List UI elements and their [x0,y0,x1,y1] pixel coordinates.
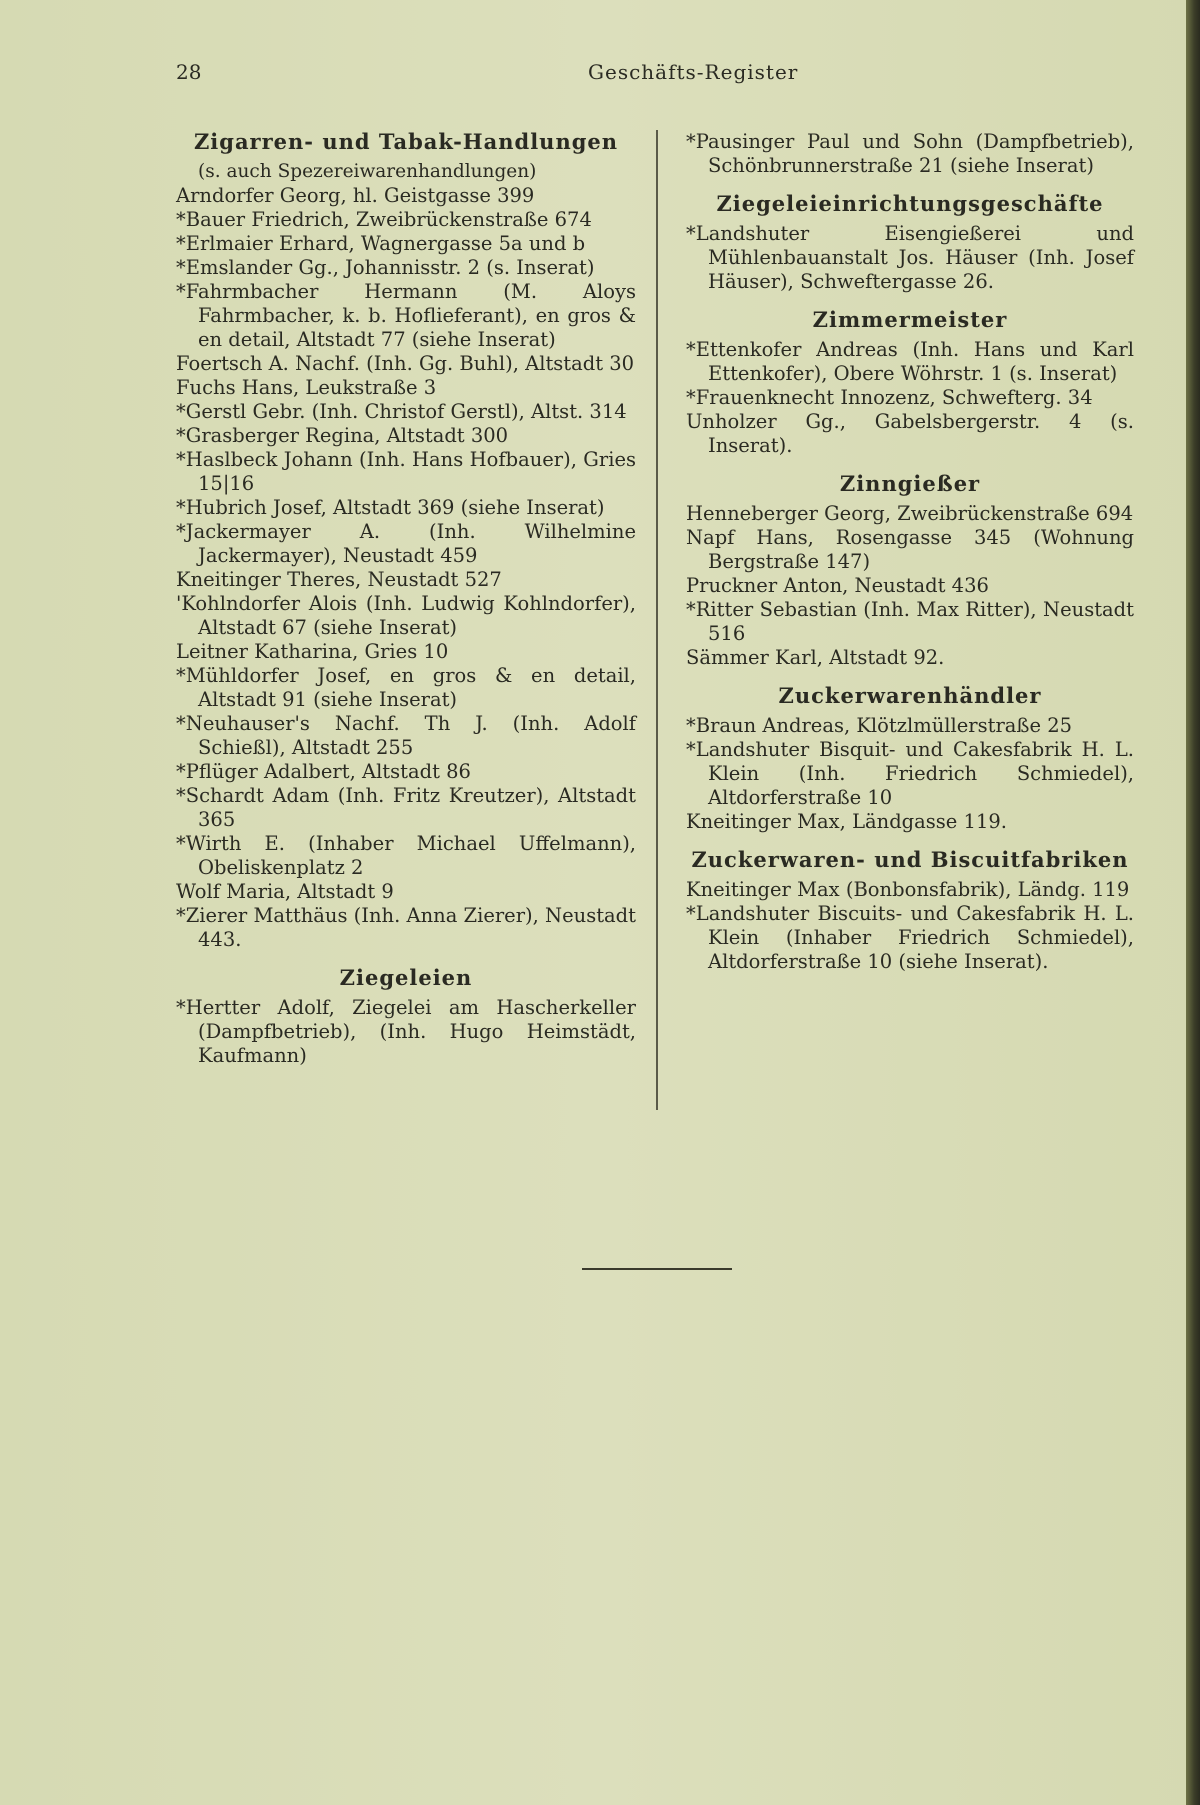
section-zigarren [176,130,636,952]
list-item: *Hubrich Josef, Altstadt 369 (siehe Inserat) [176,496,605,519]
list-item: *Bauer Friedrich, Zweibrückenstraße 674 [176,208,592,231]
section-note: (s. auch Spezereiwarenhandlungen) [198,161,537,182]
list-item: *Mühldorfer Josef, en gros & en detail, Altstadt 91 (siehe Inserat) [176,664,636,711]
list-item: *Gerstl Gebr. (Inh. Christof Gerstl), Altst. 314 [176,400,627,423]
page-header [176,60,1096,90]
list-item: Fuchs Hans, Leukstraße 3 [176,376,437,399]
section-title: Zuckerwarenhändler [778,683,1042,708]
left-column [176,130,636,1068]
list-item: Kneitinger Max (Bonbonsfabrik), Ländg. 119 [686,878,1130,901]
list-item: *Landshuter Eisengießerei und Mühlenbauanstalt Jos. Häuser (Inh. Josef Häuser), Schweftergasse 26. [686,222,1134,293]
list-item: Kneitinger Max, Ländgasse 119. [686,810,1007,833]
list-item: Henneberger Georg, Zweibrückenstraße 694 [686,502,1134,525]
section-ziegeleieinrichtung [686,192,1134,294]
list-item: *Landshuter Bisquit- und Cakesfabrik H. L. Klein (Inh. Friedrich Schmiedel), Altdorferstraße 10 [686,738,1134,809]
section-title: Ziegeleieinrichtungsgeschäfte [716,191,1104,216]
page-number: 28 [176,60,202,84]
list-item: *Ritter Sebastian (Inh. Max Ritter), Neustadt 516 [686,598,1134,645]
list-item: Sämmer Karl, Altstadt 92. [686,646,945,669]
list-item: Kneitinger Theres, Neustadt 527 [176,568,502,591]
section-title: Zinngießer [839,471,981,496]
section-title: Zigarren- und Tabak-Handlungen [193,129,619,154]
list-item: *Zierer Matthäus (Inh. Anna Zierer), Neustadt 443. [176,904,636,951]
section-ziegeleien [176,966,636,1068]
list-item: *Haslbeck Johann (Inh. Hans Hofbauer), Gries 15|16 [176,448,636,495]
list-item: *Pausinger Paul und Sohn (Dampfbetrieb), Schönbrunnerstraße 21 (siehe Inserat) [686,130,1134,177]
column-divider [656,130,658,1110]
list-item: 'Kohlndorfer Alois (Inh. Ludwig Kohlndorfer), Altstadt 67 (siehe Inserat) [176,592,636,639]
list-item: Leitner Katharina, Gries 10 [176,640,449,663]
list-item: Arndorfer Georg, hl. Geistgasse 399 [176,184,535,207]
section-zinngiesser [686,472,1134,670]
list-item: *Fahrmbacher Hermann (M. Aloys Fahrmbacher, k. b. Hoflieferant), en gros & en detail, Altstadt 77 (siehe Inserat) [176,280,636,351]
end-rule [582,1268,732,1270]
list-item: Foertsch A. Nachf. (Inh. Gg. Buhl), Altstadt 30 [176,352,635,375]
list-item: *Jackermayer A. (Inh. Wilhelmine Jackermayer), Neustadt 459 [176,520,636,567]
list-item: *Neuhauser's Nachf. Th J. (Inh. Adolf Schießl), Altstadt 255 [176,712,636,759]
section-zuckerwarenfabriken [686,848,1134,974]
list-item: *Ettenkofer Andreas (Inh. Hans und Karl Ettenkofer), Obere Wöhrstr. 1 (s. Inserat) [686,338,1134,385]
list-item: *Pflüger Adalbert, Altstadt 86 [176,760,471,783]
list-item: *Emslander Gg., Johannisstr. 2 (s. Inserat) [176,256,595,279]
list-item: *Erlmaier Erhard, Wagnergasse 5a und b [176,232,586,255]
list-item: Pruckner Anton, Neustadt 436 [686,574,989,597]
list-item: *Hertter Adolf, Ziegelei am Hascherkeller (Dampfbetrieb), (Inh. Hugo Heimstädt, Kaufmann) [176,996,636,1067]
list-item: Napf Hans, Rosengasse 345 (Wohnung Bergstraße 147) [686,526,1134,573]
list-item: *Frauenknecht Innozenz, Schwefterg. 34 [686,386,1093,409]
list-item: *Grasberger Regina, Altstadt 300 [176,424,509,447]
list-item: *Landshuter Biscuits- und Cakesfabrik H. L. Klein (Inhaber Friedrich Schmiedel), Altdorferstraße 10 (siehe Inserat). [686,902,1134,973]
section-title: Zimmermeister [812,307,1008,332]
section-title: Zuckerwaren- und Biscuitfabriken [691,847,1129,872]
list-item: *Braun Andreas, Klötzlmüllerstraße 25 [686,714,1073,737]
list-item: Wolf Maria, Altstadt 9 [176,880,394,903]
section-zuckerwarenhaendler [686,684,1134,834]
running-title: Geschäfts-Register [588,60,799,84]
page-edge-shadow [1186,0,1200,1805]
section-title: Ziegeleien [339,965,473,990]
section-zimmermeister [686,308,1134,458]
right-column [686,130,1134,974]
list-item: Unholzer Gg., Gabelsbergerstr. 4 (s. Inserat). [686,410,1134,457]
list-item: *Wirth E. (Inhaber Michael Uffelmann), Obeliskenplatz 2 [176,832,636,879]
list-item: *Schardt Adam (Inh. Fritz Kreutzer), Altstadt 365 [176,784,636,831]
